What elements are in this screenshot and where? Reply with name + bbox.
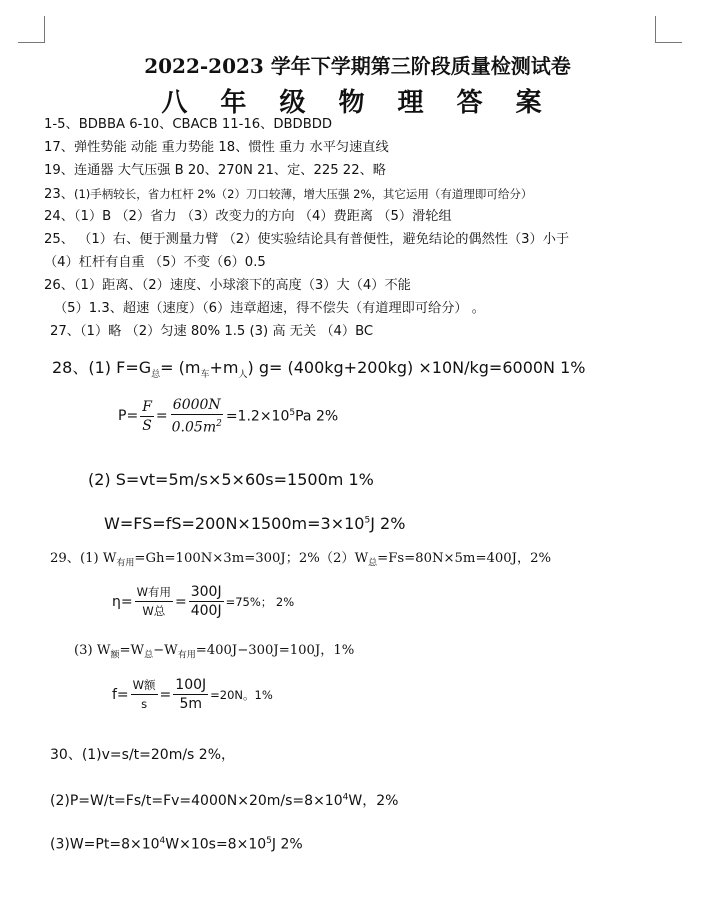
answer-line-7: （4）杠杆有自重 （5）不变（6）0.5 [44, 255, 266, 270]
q29-sub-useful2: 有用 [177, 650, 196, 661]
q29-fraction-w [135, 583, 173, 620]
q29-sub-extra: 额 [110, 650, 120, 661]
q29-w-useful-label: 29、(1) W [50, 551, 117, 566]
q29-frac2-den: 400J [190, 603, 222, 619]
q29-f-equals: = [159, 686, 172, 703]
corner-mark-left [18, 16, 45, 43]
q30-work-text-b: W×10s=8×10 [165, 836, 267, 853]
q30-line-1: 30、(1)v=s/t=20m/s 2%， [50, 747, 236, 763]
q28-line-3: (2) S=vt=5m/s×5×60s=1500m 1% [88, 470, 374, 489]
q29-f-frac2-num: 100J [175, 677, 207, 693]
q29-line-3 [74, 642, 354, 665]
q28-fraction-f-over-s [140, 398, 154, 435]
q28-work-unit: J 2% [370, 514, 406, 533]
q28-part-d: ) g= (400kg+200kg) ×10N/kg=6000N 1% [247, 358, 586, 377]
q29-fraction-values [189, 583, 224, 620]
q28-part-b: = (m [160, 358, 201, 377]
q29-part-d2: =400J−300J=100J，1% [195, 643, 355, 658]
answer-line-8: 26、（1）距离、（2）速度、小球滚下的高度（3）大（4）不能 [44, 278, 411, 293]
q28-frac-den: S [142, 417, 152, 434]
q28-line-4 [104, 514, 405, 533]
q28-sub-total: 总 [151, 370, 161, 381]
q29-part-b2: =W [119, 643, 145, 658]
q28-equals: = [155, 408, 168, 425]
answer-line-4 [44, 185, 532, 204]
q29-part-b: =Gh=100N×3m=300J；2%（2）W [134, 551, 369, 566]
q29-line-1 [50, 550, 551, 573]
q28-frac2-den-text: 0.05m [171, 419, 217, 436]
q28-part-c: +m [209, 358, 239, 377]
q28-sub-person: 人 [238, 370, 248, 381]
answer-line-2: 17、弹性势能 动能 重力势能 18、惯性 重力 水平匀速直线 [44, 140, 389, 155]
q28-fraction-values [170, 396, 224, 437]
q29-sub-total2: 总 [144, 650, 154, 661]
q30-work-unit: J 2% [271, 836, 303, 853]
q30-line-2 [50, 790, 398, 810]
q28-f-label: 28、(1) F=G [52, 358, 152, 377]
q29-sub-useful: 有用 [116, 558, 135, 569]
q30-work-exp2: 5 [266, 836, 272, 846]
q28-work-exp: 5 [364, 515, 371, 526]
q30-work-exp1: 4 [159, 836, 166, 846]
answer-line-3: 19、连通器 大气压强 B 20、270N 21、定、225 22、略 [44, 163, 386, 178]
q29-part-c: =Fs=80N×5m=400J，2% [377, 551, 552, 566]
answer-line-1: 1-5、BDBBA 6-10、CBACB 11-16、DBDBDD [44, 117, 333, 132]
answer-line-10: 27、（1）略 （2）匀速 80% 1.5 (3) 高 无关 （4）BC [50, 324, 374, 339]
q28-sub-car: 车 [200, 370, 210, 381]
q30-work-text-a: (3)W=Pt=8×10 [50, 836, 160, 853]
q28-pressure-formula [118, 396, 338, 437]
answer-line-6: 25、 （1）右、便于测量力臂 （2）使实验结论具有普便性，避免结论的偶然性（3）小于 [44, 232, 570, 247]
q28-p-result-text: =1.2×10 [225, 408, 290, 425]
q29-f-result: =20N。1% [210, 687, 273, 702]
q28-frac2-num: 6000N [172, 397, 221, 413]
q28-frac2-den [170, 415, 224, 437]
q23-number: 23、 [44, 187, 74, 202]
q29-force-formula [112, 676, 273, 713]
q28-p-result [226, 408, 338, 425]
q28-line-1 [52, 355, 585, 380]
q28-p-result-unit: Pa 2% [295, 408, 339, 425]
answer-title: 八 年 级 物 理 答 案 [161, 88, 554, 118]
q29-f-frac-den: s [141, 697, 148, 711]
q29-eta-label: η= [112, 593, 133, 610]
answer-line-9: （5）1.3、超速（速度）（6）违章超速，得不偿失（有道理即可给分） 。 [54, 301, 485, 316]
q30-power-unit: W，2% [348, 793, 399, 809]
q23-text: (1)手柄较长，省力杠杆 2%（2）刀口较薄，增大压强 2%，其它运用（有道理即可给分） [73, 187, 533, 201]
q28-p-result-exp: 5 [289, 408, 296, 418]
q29-f-label: f= [112, 686, 129, 703]
q30-power-text: (2)P=W/t=Fs/t=Fv=4000N×20m/s=8×10 [50, 793, 343, 809]
answer-line-5: 24、（1）B （2）省力 （3）改变力的方向 （4）费距离 （5）滑轮组 [44, 209, 452, 224]
q29-equals: = [174, 593, 187, 610]
q30-line-3 [50, 836, 303, 853]
q28-work-text: W=FS=fS=200N×1500m=3×10 [104, 514, 365, 533]
q28-p-label: P= [118, 408, 139, 425]
q29-frac2-num: 300J [190, 584, 222, 600]
q29-eta-result: =75%； 2% [225, 594, 295, 609]
q29-frac-num: W有用 [135, 583, 173, 602]
exam-title: 2022-2023 学年下学期第三阶段质量检测试卷 [144, 54, 571, 78]
q29-fraction-f-values [173, 676, 208, 713]
q29-part-c2: −W [153, 643, 178, 658]
q28-frac2-den-exp: 2 [216, 419, 222, 429]
q29-w-extra-label: (3) W [74, 643, 111, 658]
q29-f-frac-num: W额 [131, 676, 158, 695]
q29-sub-total: 总 [368, 558, 378, 569]
corner-mark-right [655, 16, 682, 43]
q29-efficiency-formula [112, 583, 294, 620]
q29-f-frac2-den: 5m [179, 696, 202, 712]
q28-frac-num: F [142, 398, 152, 415]
q29-fraction-w-extra [131, 676, 158, 713]
q29-frac-den: W总 [142, 604, 166, 618]
q30-power-exp: 4 [342, 792, 349, 803]
